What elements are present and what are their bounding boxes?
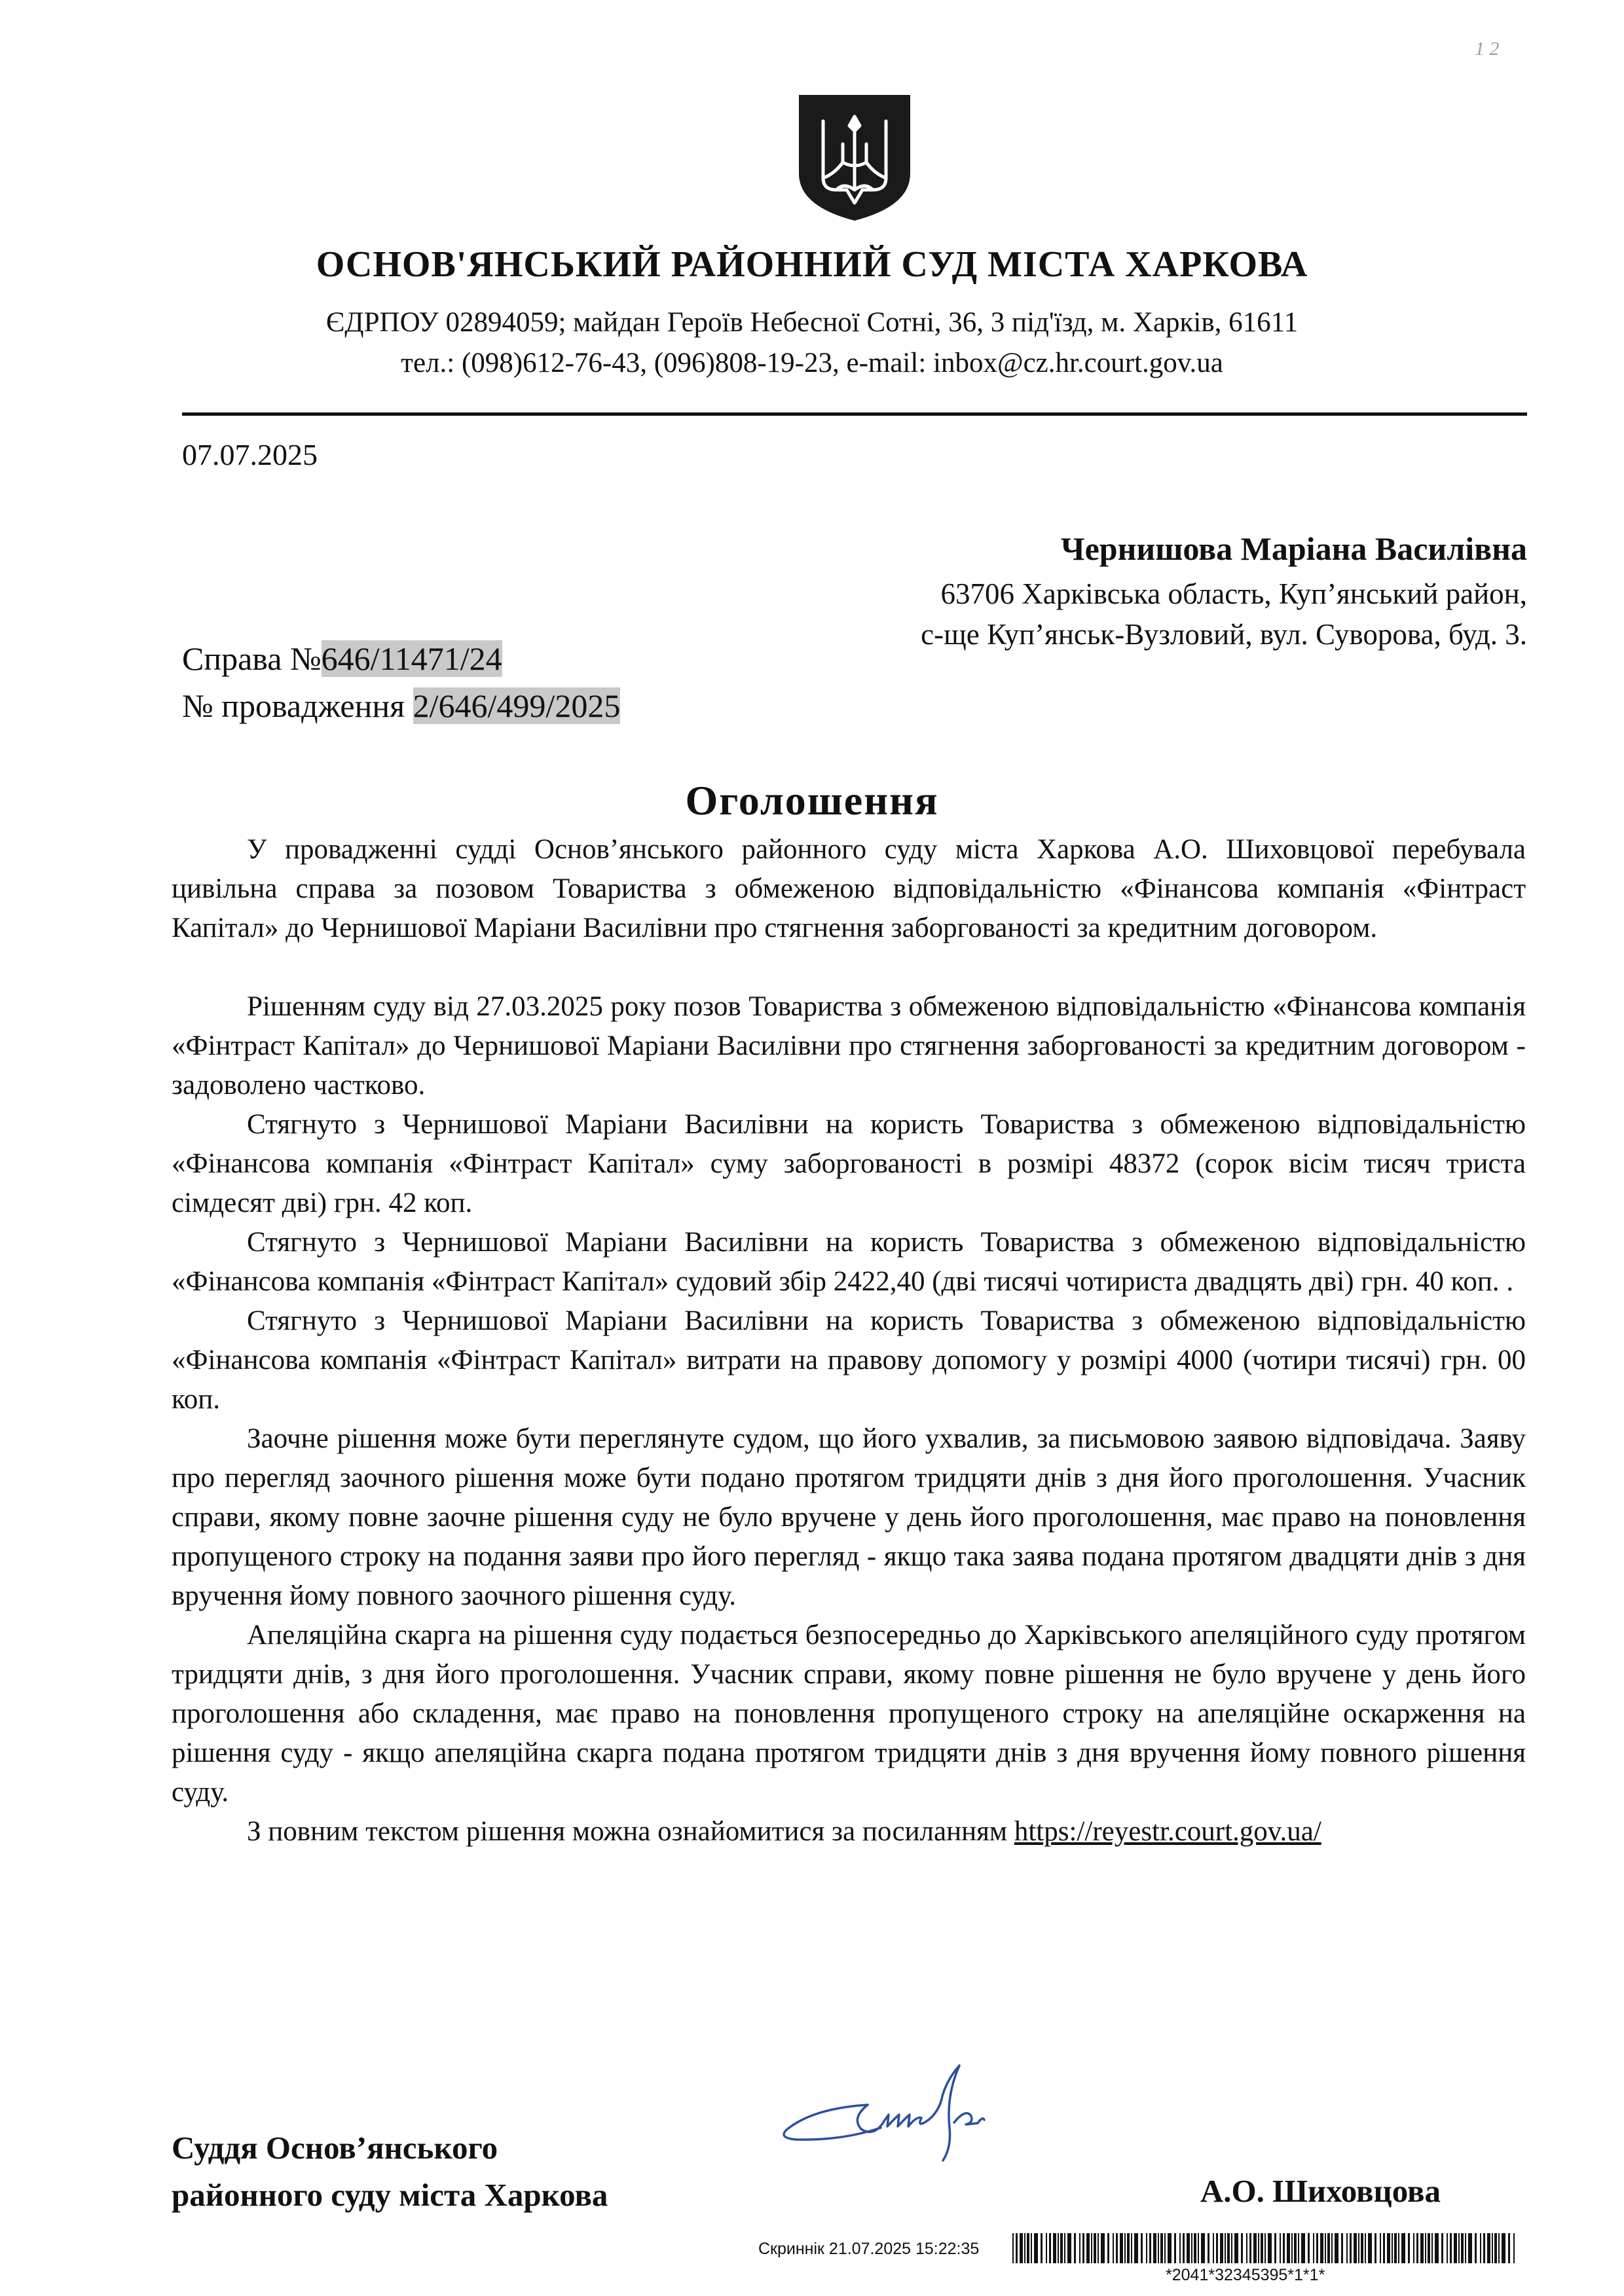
recipient-address-line2: с-ще Куп’янськ-Вузловий, вул. Суворова, буд. 3. bbox=[921, 618, 1527, 651]
judge-name: А.О. Шиховцова bbox=[1200, 2173, 1441, 2209]
registry-link[interactable]: https://reyestr.court.gov.ua/ bbox=[1014, 1816, 1321, 1847]
judge-title-line1: Суддя Основ’янського bbox=[172, 2130, 498, 2166]
page-number-mark: 1 2 bbox=[1475, 38, 1500, 60]
barcode-icon bbox=[1012, 2233, 1521, 2263]
court-name: ОСНОВ'ЯНСЬКИЙ РАЙОННИЙ СУД МІСТА ХАРКОВА bbox=[316, 244, 1308, 285]
announcement-body bbox=[172, 830, 1526, 1851]
paragraph: Стягнуто з Чернишової Маріани Василівни на користь Товариства з обмеженою відповідальністю «Фінансова компанія «Фінтраст Капітал» судовий збір 2422,40 (дві тисячі чотириста двадцять дві) грн. 40 коп. . bbox=[172, 1227, 1526, 1297]
case-label: Справа № bbox=[182, 640, 322, 677]
proceeding-number: 2/646/499/2025 bbox=[413, 687, 621, 724]
paragraph: Заочне рішення може бути переглянуте судом, що його ухвалив, за письмовою заявою відповідача. Заяву про перегляд заочного рішення може бути подано протягом тридцяти днів з дня його проголошення. Учасник справи, якому повне заочне рішення суду не було вручене у день його проголошення, має право на поновлення пропущеного строку на подання заяви про його перегляд - якщо така заява подана протягом двадцяти днів з дня вручення йому повного заочного рішення суду. bbox=[172, 1423, 1526, 1611]
paragraph: Стягнуто з Чернишової Маріани Василівни на користь Товариства з обмеженою відповідальністю «Фінансова компанія «Фінтраст Капітал» витрати на правову допомогу у розмірі 4000 (чотири тисячі) грн. 00 коп. bbox=[172, 1305, 1526, 1415]
proceeding-label: № провадження bbox=[182, 687, 413, 724]
court-contacts bbox=[0, 302, 1624, 384]
header-divider bbox=[182, 412, 1527, 416]
judge-title-line2: районного суду міста Харкова bbox=[172, 2177, 608, 2213]
recipient-name: Чернишова Маріана Василівна bbox=[1060, 530, 1527, 567]
paragraph: Стягнуто з Чернишової Маріани Василівни на користь Товариства з обмеженою відповідальністю «Фінансова компанія «Фінтраст Капітал» суму заборгованості в розмірі 48372 (сорок вісім тисяч триста сімдесят дві) грн. 42 коп. bbox=[172, 1109, 1526, 1218]
trident-coat-of-arms-icon bbox=[796, 92, 913, 223]
announcement-heading: Оголошення bbox=[685, 777, 939, 824]
case-number: 646/11471/24 bbox=[321, 640, 502, 677]
proceeding-number-line bbox=[182, 682, 620, 729]
link-intro-text: З повним текстом рішення можна ознайомитися за посиланням bbox=[247, 1816, 1014, 1847]
case-number-line bbox=[182, 635, 620, 682]
recipient-address-line1: 63706 Харківська область, Куп’янський район, bbox=[940, 577, 1527, 610]
paragraph: Апеляційна скарга на рішення суду подається безпосередньо до Харківського апеляційного суду протягом тридцяти днів, з дня його проголошення. Учасник справи, якому повне рішення не було вручене у день його проголошення або складення, має право на поновлення пропущеного строку на апеляційне оскарження на рішення суду - якщо апеляційна скарга подана протягом тридцяти днів з дня вручення йому повного рішення суду. bbox=[172, 1620, 1526, 1808]
court-address: ЄДРПОУ 02894059; майдан Героїв Небесної Сотні, 36, 3 під'їзд, м. Харків, 61611 bbox=[325, 307, 1299, 338]
judge-title bbox=[172, 2124, 608, 2219]
case-info bbox=[182, 635, 620, 729]
paragraph-link bbox=[172, 1812, 1526, 1851]
paragraph: У провадженні судді Основ’янського районного суду міста Харкова А.О. Шиховцової перебувала цивільна справа за позовом Товариства з обмеженою відповідальністю «Фінансова компанія «Фінтраст Капітал» до Чернишової Маріани Василівни про стягнення заборгованості за кредитним договором. bbox=[172, 834, 1526, 943]
scanner-stamp: Скриннік 21.07.2025 15:22:35 bbox=[758, 2240, 980, 2258]
handwritten-signature-icon bbox=[769, 2056, 1051, 2174]
recipient-block bbox=[921, 524, 1527, 655]
paragraph: Рішенням суду від 27.03.2025 року позов Товариства з обмеженою відповідальністю «Фінансова компанія «Фінтраст Капітал» до Чернишової Маріани Василівни про стягнення заборгованості за кредитним договором - задоволено частково. bbox=[172, 991, 1526, 1101]
document-date: 07.07.2025 bbox=[182, 438, 318, 471]
barcode-number: *2041*32345395*1*1* bbox=[1166, 2266, 1325, 2284]
court-phones-email: тел.: (098)612-76-43, (096)808-19-23, e-mail: inbox@cz.hr.court.gov.ua bbox=[401, 348, 1223, 378]
